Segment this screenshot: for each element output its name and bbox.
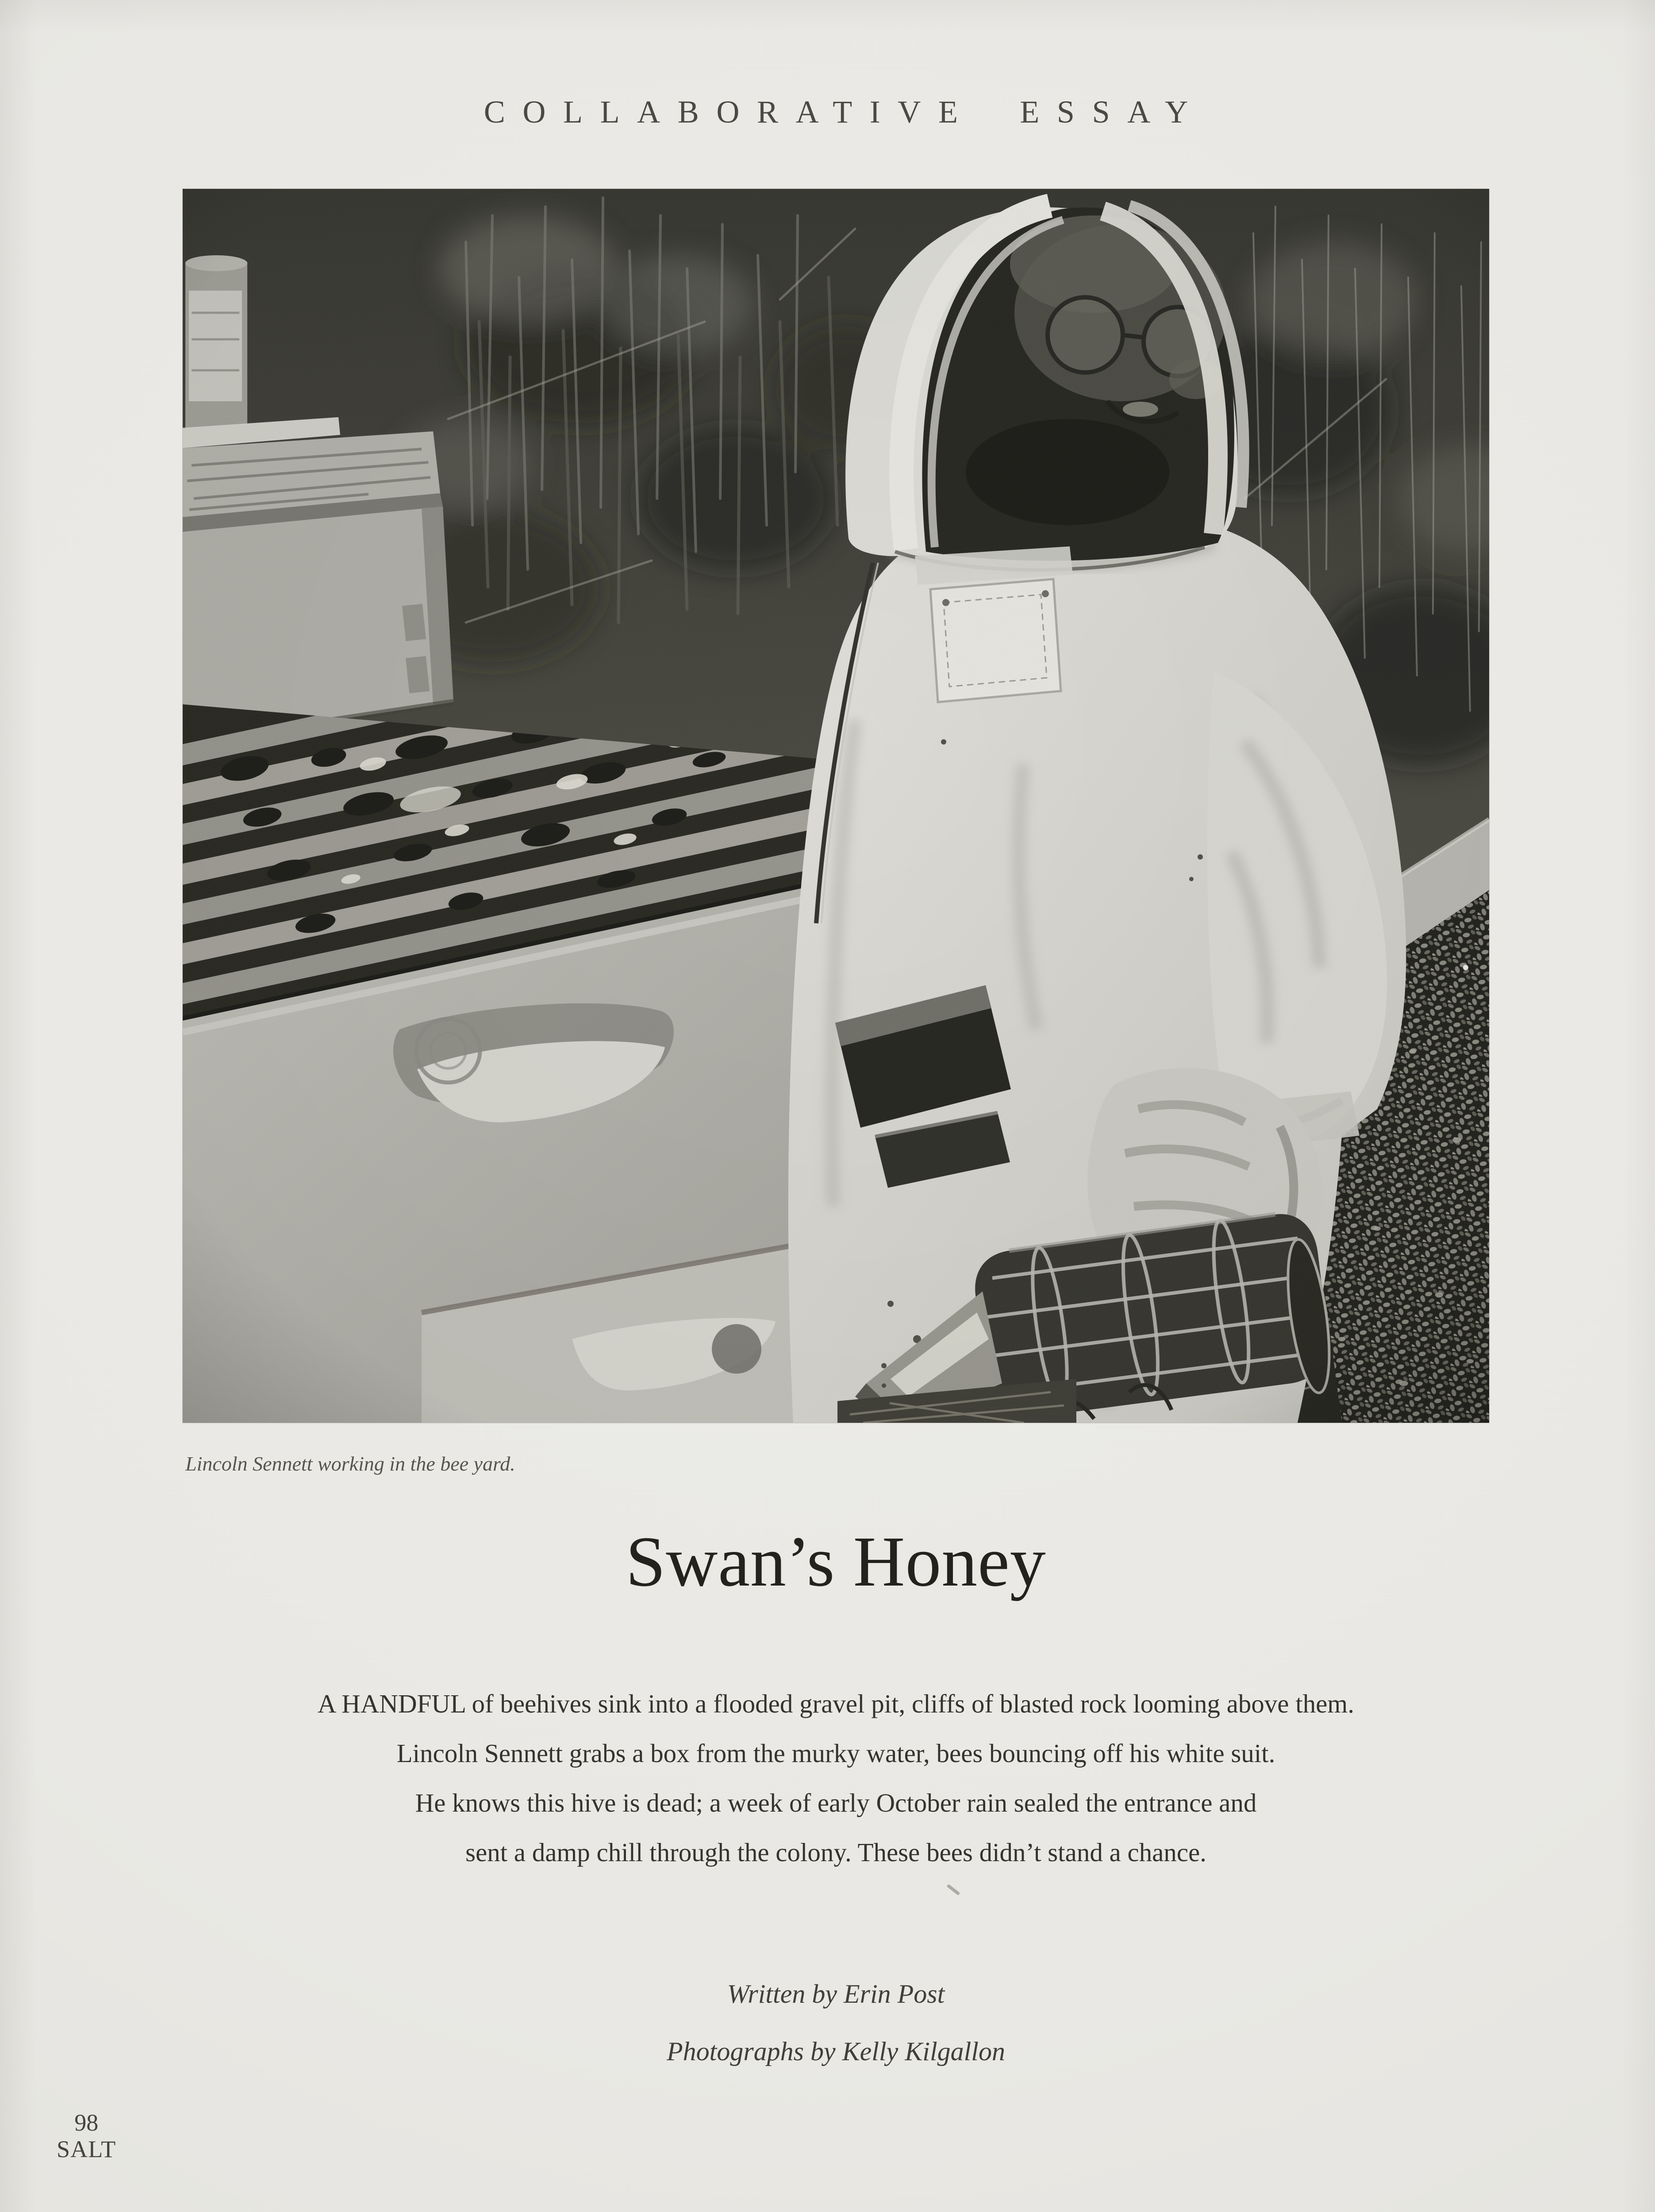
article-lede <box>130 1679 1542 1877</box>
photo-grain <box>183 189 1489 1423</box>
byline-writer: Written by Erin Post <box>727 1979 945 2008</box>
page-folio <box>57 2109 116 2162</box>
lede-line: He knows this hive is dead; a week of early October rain sealed the entrance and <box>415 1788 1257 1817</box>
lede-line: sent a damp chill through the colony. These bees didn’t stand a chance. <box>465 1838 1207 1867</box>
byline-photographer: Photographs by Kelly Kilgallon <box>667 2037 1005 2066</box>
page-number: 98 <box>74 2109 99 2136</box>
article-title: Swan’s Honey <box>626 1522 1046 1601</box>
print-speck <box>946 1884 960 1895</box>
photo-caption: Lincoln Sennett working in the bee yard. <box>185 1452 515 1475</box>
beekeeper-photo <box>183 189 1489 1423</box>
lede-line: A HANDFUL of beehives sink into a flooded gravel pit, cliffs of blasted rock looming above them. <box>317 1689 1355 1718</box>
photo-illustration <box>183 189 1489 1423</box>
byline-block <box>183 1965 1489 2080</box>
magazine-name: SALT <box>57 2136 116 2162</box>
lede-line: Lincoln Sennett grabs a box from the murky water, bees bouncing off his white suit. <box>396 1739 1275 1768</box>
section-kicker: COLLABORATIVE ESSAY <box>484 94 1206 130</box>
